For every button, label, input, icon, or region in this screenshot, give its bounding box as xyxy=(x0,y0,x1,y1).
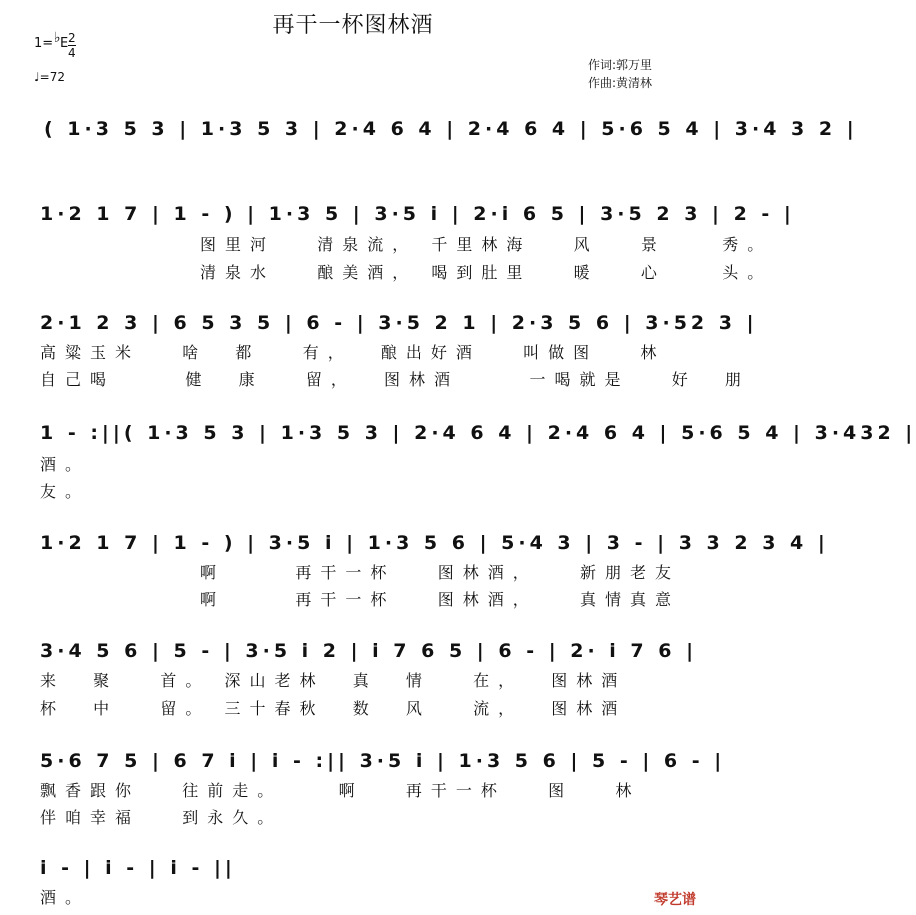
row-5-lyric-2: 啊 再干一杯 图林酒， 真情真意 xyxy=(200,590,680,609)
watermark-text: 琴艺谱 xyxy=(654,892,696,908)
row-3-lyric-1: 高粱玉米 啥 都 有， 酿出好酒 叫做图 林 xyxy=(40,343,666,362)
time-signature xyxy=(68,31,76,60)
row-6-lyric-2: 杯 中 留。 三十春秋 数 风 流， 图林酒 xyxy=(40,699,627,718)
key-label: 1= xyxy=(34,36,54,51)
row-1-notes: ( 1·3 5 3 | 1·3 5 3 | 2·4 6 4 | 2·4 6 4 | 5·6 5 4 | 3·4 3 2 | xyxy=(44,118,858,140)
tempo-mark: ♩=72 xyxy=(34,70,65,84)
row-5-lyric-1: 啊 再干一杯 图林酒， 新朋老友 xyxy=(200,563,680,582)
row-7-lyric-1: 飘香跟你 往前走。 啊 再干一杯 图 林 xyxy=(40,781,641,800)
key-note: E xyxy=(60,36,69,51)
flat-sign: ♭ xyxy=(54,30,61,46)
row-6-lyric-1: 来 聚 首。 深山老林 真 情 在， 图林酒 xyxy=(40,671,627,690)
watermark-logo xyxy=(654,889,696,909)
row-3-lyric-2: 自己喝 健 康 留， 图林酒 一喝就是 好 朋 xyxy=(40,370,750,389)
row-4-notes: 1 - :||( 1·3 5 3 | 1·3 5 3 | 2·4 6 4 | 2·4 6 4 | 5·6 5 4 | 3·432 | xyxy=(40,422,916,444)
key-signature xyxy=(34,30,76,60)
row-8-notes: i - | i - | i - || xyxy=(40,857,236,879)
row-2-notes: 1·2 1 7 | 1 - ) | 1·3 5 | 3·5 i | 2·i 6 5 | 3·5 2 3 | 2 - | xyxy=(40,203,795,225)
lyricist: 作词:郭万里 xyxy=(588,58,653,72)
row-6-notes: 3·4 5 6 | 5 - | 3·5 i 2 | i 7 6 5 | 6 - | 2· i 7 6 | xyxy=(40,640,698,662)
row-4-lyric-1: 酒。 xyxy=(40,455,91,474)
row-3-notes: 2·1 2 3 | 6 5 3 5 | 6 - | 3·5 2 1 | 2·3 5 6 | 3·52 3 | xyxy=(40,312,758,334)
row-7-lyric-2: 伴咱幸福 到永久。 xyxy=(40,808,283,827)
time-bottom: 4 xyxy=(68,46,76,60)
song-title: 再干一杯图林酒 xyxy=(272,13,434,38)
composer: 作曲:黄清林 xyxy=(588,76,653,90)
time-top: 2 xyxy=(68,31,76,45)
row-5-notes: 1·2 1 7 | 1 - ) | 3·5 i | 1·3 5 6 | 5·4 3 | 3 - | 3 3 2 3 4 | xyxy=(40,532,829,554)
credits xyxy=(588,56,652,92)
row-2-lyric-2: 清泉水 酿美酒， 喝到肚里 暖 心 头。 xyxy=(200,263,773,282)
row-7-notes: 5·6 7 5 | 6 7 i | i - :|| 3·5 i | 1·3 5 6 | 5 - | 6 - | xyxy=(40,750,726,772)
row-4-lyric-2: 友。 xyxy=(40,482,91,501)
row-8-lyric-1: 酒。 xyxy=(40,888,91,907)
row-2-lyric-1: 图里河 清泉流， 千里林海 风 景 秀。 xyxy=(200,235,773,254)
